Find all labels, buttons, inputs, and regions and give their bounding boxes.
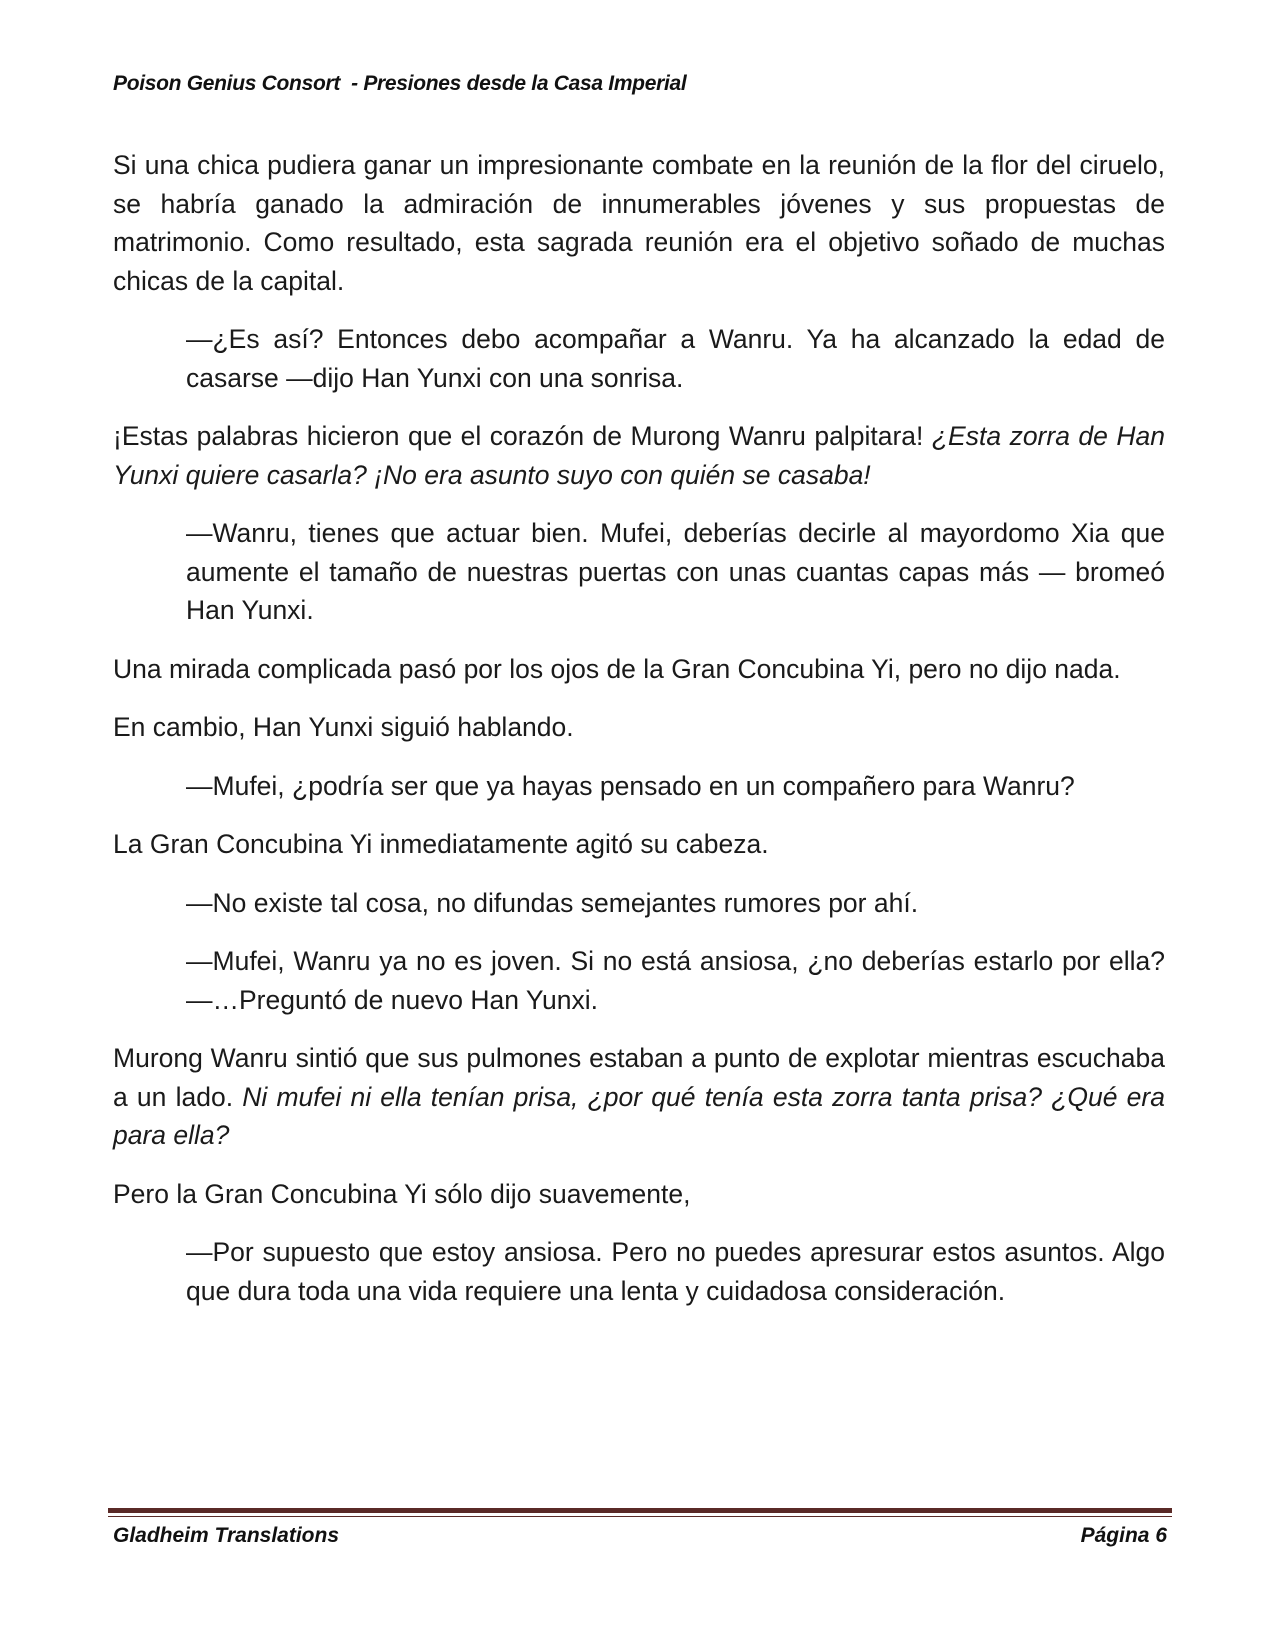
footer-publisher: Gladheim Translations (113, 1524, 340, 1547)
paragraph-1: Si una chica pudiera ganar un impresionante combate en la reunión de la flor del ciruelo, se habría ganado la admiración de innumerables jóvenes y sus propuestas de matrimonio. Como resultado, esta sagrada reunión era el objetivo soñado de muchas chicas de la capital. (113, 150, 1165, 296)
paragraph-11: Murong Wanru sintió que sus pulmones estaban a punto de explotar mientras escuchaba a un lado. Ni mufei ni ella tenían prisa, ¿por qué tenía esta zorra tanta prisa? ¿Qué era para ella? (113, 1043, 1165, 1150)
paragraph-7: —Mufei, ¿podría ser que ya hayas pensado en un compañero para Wanru? (186, 770, 1075, 801)
paragraph-2: —¿Es así? Entonces debo acompañar a Wanru. Ya ha alcanzado la edad de casarse —dijo Han Yunxi con una sonrisa. (186, 324, 1165, 393)
footer-page-number: Página 6 (1080, 1524, 1167, 1547)
paragraph-5: Una mirada complicada pasó por los ojos de la Gran Concubina Yi, pero no dijo nada. (113, 653, 1121, 684)
paragraph-10: —Mufei, Wanru ya no es joven. Si no está ansiosa, ¿no deberías estarlo por ella? —…Preguntó de nuevo Han Yunxi. (186, 946, 1165, 1015)
footer-divider-thin (108, 1516, 1172, 1517)
page-header-title: Poison Genius Consort - Presiones desde la Casa Imperial (113, 72, 687, 95)
paragraph-12: Pero la Gran Concubina Yi sólo dijo suavemente, (113, 1178, 691, 1209)
paragraph-3-thought: ¿Esta zorra de Han Yunxi quiere casarla? ¡No era asunto suyo con quién se casaba! (113, 421, 1165, 490)
document-body (113, 146, 1165, 1330)
paragraph-3: ¡Estas palabras hicieron que el corazón de Murong Wanru palpitara! ¿Esta zorra de Han Yunxi quiere casarla? ¡No era asunto suyo con quién se casaba! (113, 421, 1165, 490)
paragraph-4: —Wanru, tienes que actuar bien. Mufei, deberías decirle al mayordomo Xia que aumente el tamaño de nuestras puertas con unas cuantas capas más — bromeó Han Yunxi. (186, 518, 1165, 625)
paragraph-6: En cambio, Han Yunxi siguió hablando. (113, 712, 574, 742)
paragraph-11-thought: Ni mufei ni ella tenían prisa, ¿por qué tenía esta zorra tanta prisa? ¿Qué era para ella? (113, 1081, 1165, 1150)
paragraph-9: —No existe tal cosa, no difundas semejantes rumores por ahí. (186, 887, 919, 918)
paragraph-13: —Por supuesto que estoy ansiosa. Pero no puedes apresurar estos asuntos. Algo que dura toda una vida requiere una lenta y cuidadosa consideración. (186, 1237, 1165, 1306)
paragraph-8: La Gran Concubina Yi inmediatamente agitó su cabeza. (113, 829, 769, 859)
footer-divider-thick (108, 1508, 1172, 1513)
